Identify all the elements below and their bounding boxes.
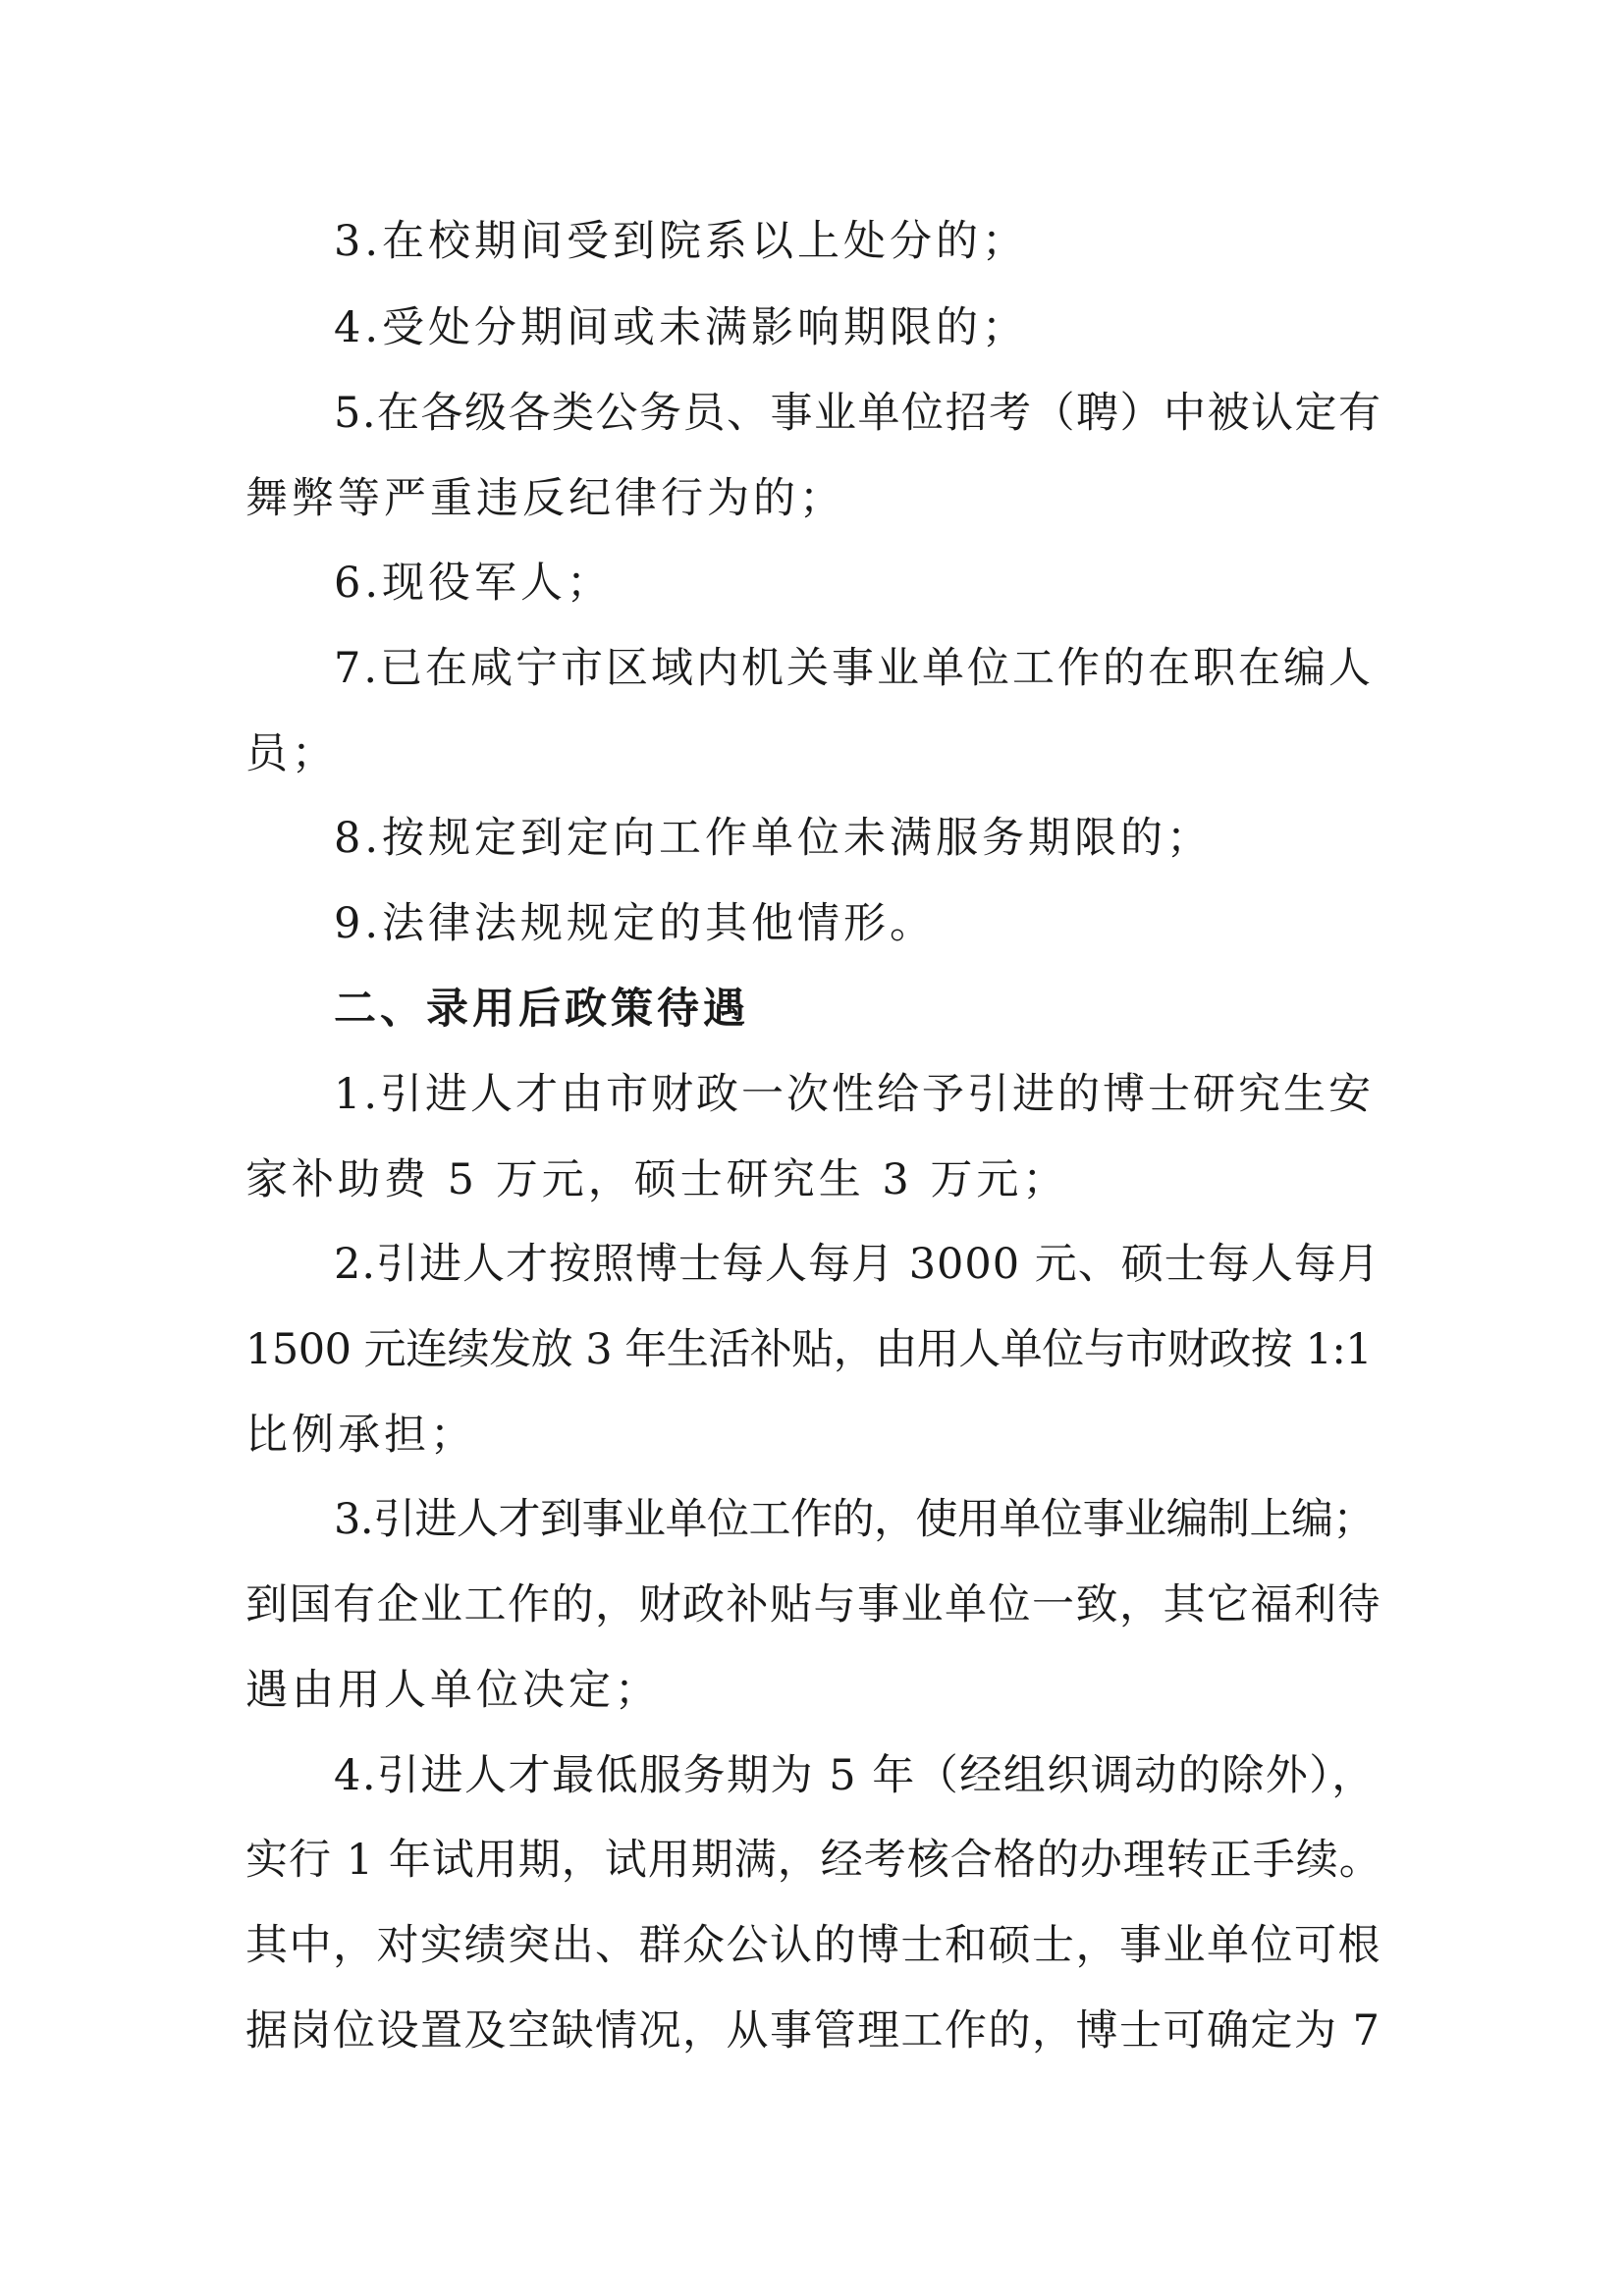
- policy-item-2-continued-2: 比例承担；: [245, 1411, 476, 1460]
- list-item-5-continued: 舞弊等严重违反纪律行为的；: [245, 474, 845, 523]
- policy-item-4-continued-2: 其中，对实绩突出、群众公认的博士和硕士，事业单位可根: [245, 1921, 1381, 1970]
- list-item-6: 6.现役军人；: [334, 559, 614, 608]
- policy-item-2-continued: 1500 元连续发放 3 年生活补贴，由用人单位与市财政按 1:1: [245, 1325, 1373, 1374]
- policy-item-3-continued-2: 遇由用人单位决定；: [245, 1666, 661, 1715]
- list-item-4: 4.受处分期间或未满影响期限的；: [334, 303, 1029, 352]
- list-item-9: 9.法律法规规定的其他情形。: [334, 899, 937, 948]
- section-heading: 二、录用后政策待遇: [334, 985, 749, 1034]
- policy-item-1-continued: 家补助费 5 万元，硕士研究生 3 万元；: [245, 1155, 1069, 1204]
- policy-item-3-continued: 到国有企业工作的，财政补贴与事业单位一致，其它福利待: [245, 1580, 1381, 1629]
- list-item-5: 5.在各级各类公务员、事业单位招考（聘）中被认定有: [334, 389, 1382, 438]
- list-item-3: 3.在校期间受到院系以上处分的；: [334, 217, 1029, 266]
- policy-item-4-continued: 实行 1 年试用期，试用期满，经考核合格的办理转正手续。: [245, 1836, 1382, 1885]
- policy-item-2: 2.引进人才按照博士每人每月 3000 元、硕士每人每月: [334, 1240, 1380, 1289]
- policy-item-4-continued-3: 据岗位设置及空缺情况，从事管理工作的，博士可确定为 7: [245, 2006, 1381, 2056]
- list-item-8: 8.按规定到定向工作单位未满服务期限的；: [334, 814, 1214, 863]
- policy-item-4: 4.引进人才最低服务期为 5 年（经组织调动的除外），: [334, 1751, 1376, 1800]
- list-item-7: 7.已在咸宁市区域内机关事业单位工作的在职在编人: [334, 644, 1375, 693]
- policy-item-1: 1.引进人才由市财政一次性给予引进的博士研究生安: [334, 1070, 1375, 1119]
- list-item-7-continued: 员；: [245, 729, 338, 778]
- policy-item-3: 3.引进人才到事业单位工作的，使用单位事业编制上编；: [334, 1495, 1376, 1544]
